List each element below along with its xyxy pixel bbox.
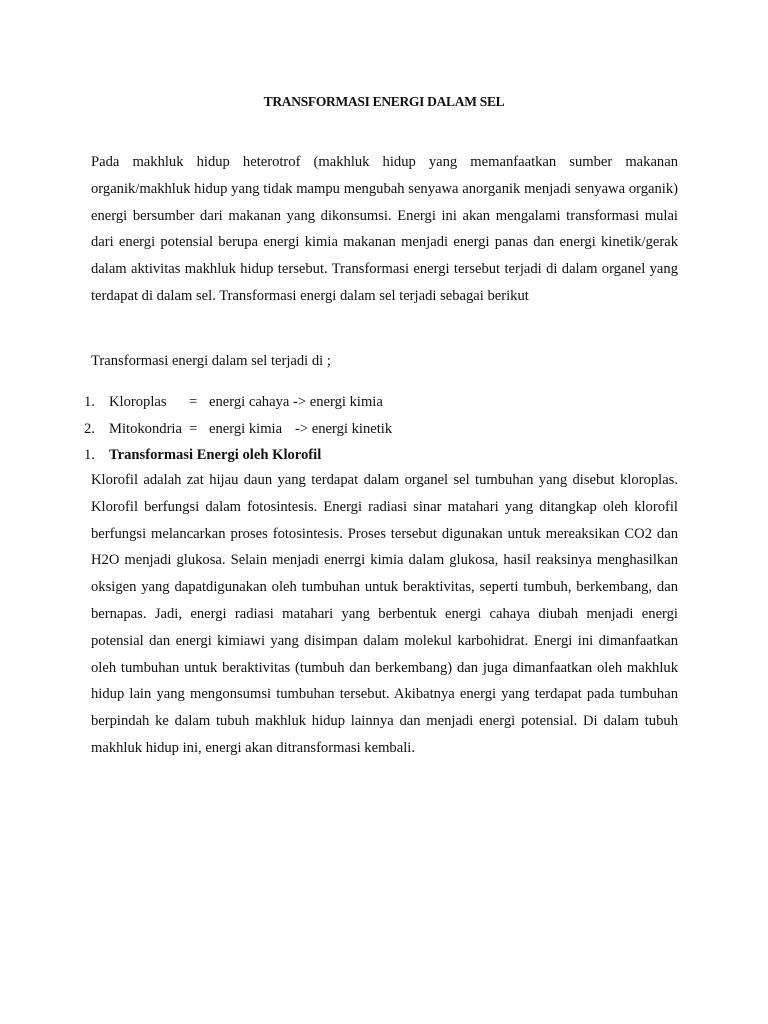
section-heading: Transformasi Energi oleh Klorofil [109, 447, 322, 463]
list-term: Mitokondria [109, 421, 182, 437]
intro-paragraph: Pada makhluk hidup heterotrof (makhluk hidup yang memanfaatkan sumber makanan organik/makhluk hidup yang tidak mampu mengubah senyawa anorganik menjadi senyawa organik) energi bersumber dari makanan yang dikonsumsi. Energi ini akan mengalami transformasi mulai dari energi potensial berupa energi kimia makanan menjadi energi panas dan energi kinetik/gerak dalam aktivitas makhluk hidup tersebut. Transformasi energi tersebut terjadi di dalam organel yang terdapat di dalam sel. Transformasi energi dalam sel terjadi sebagai berikut [91, 154, 678, 304]
section-body-paragraph: Klorofil adalah zat hijau daun yang terdapat dalam organel sel tumbuhan yang disebut kloroplas. Klorofil berfungsi dalam fotosintesis. Energi radiasi sinar matahari yang ditangkap oleh klorofil berfungsi melancarkan proses fotosintesis. Proses tersebut digunakan untuk mereaksikan CO2 dan H2O menjadi glukosa. Selain menjadi enerrgi kimia dalam glukosa, hasil reaksinya menghasilkan oksigen yang dapatdigunakan oleh tumbuhan untuk beraktivitas, seperti tumbuh, berkembang, dan bernapas. Jadi, energi radiasi matahari yang berbentuk energi cahaya diubah menjadi energi potensial dan energi kimiawi yang disimpan dalam molekul karbohidrat. Energi ini dimanfaatkan oleh tumbuhan untuk beraktivitas (tumbuh dan berkembang) dan juga dimanfaatkan oleh makhluk hidup lain yang mengonsumsi tumbuhan tersebut. Akibatnya energi yang terdapat pada tumbuhan berpindah ke dalam tubuh makhluk hidup lainnya dan menjadi energi potensial. Di dalam tubuh makhluk hidup ini, energi akan ditransformasi kembali. [91, 472, 678, 756]
section-heading-row [84, 442, 321, 468]
list-item-kloroplas [84, 389, 383, 415]
list-number: 2. [84, 421, 95, 437]
list-term: Kloroplas [109, 394, 167, 410]
list-from: energi kimia [209, 421, 283, 437]
section-number: 1. [84, 447, 95, 463]
list-item-mitokondria [84, 416, 392, 442]
lead-line: Transformasi energi dalam sel terjadi di ; [91, 353, 331, 369]
document-title: TRANSFORMASI ENERGI DALAM SEL [263, 94, 505, 109]
list-equals: = [189, 421, 198, 437]
list-from: energi cahaya [209, 394, 290, 410]
list-number: 1. [84, 394, 95, 410]
list-to: -> energi kinetik [295, 421, 393, 437]
list-equals: = [189, 394, 198, 410]
list-to: -> energi kimia [293, 394, 383, 410]
